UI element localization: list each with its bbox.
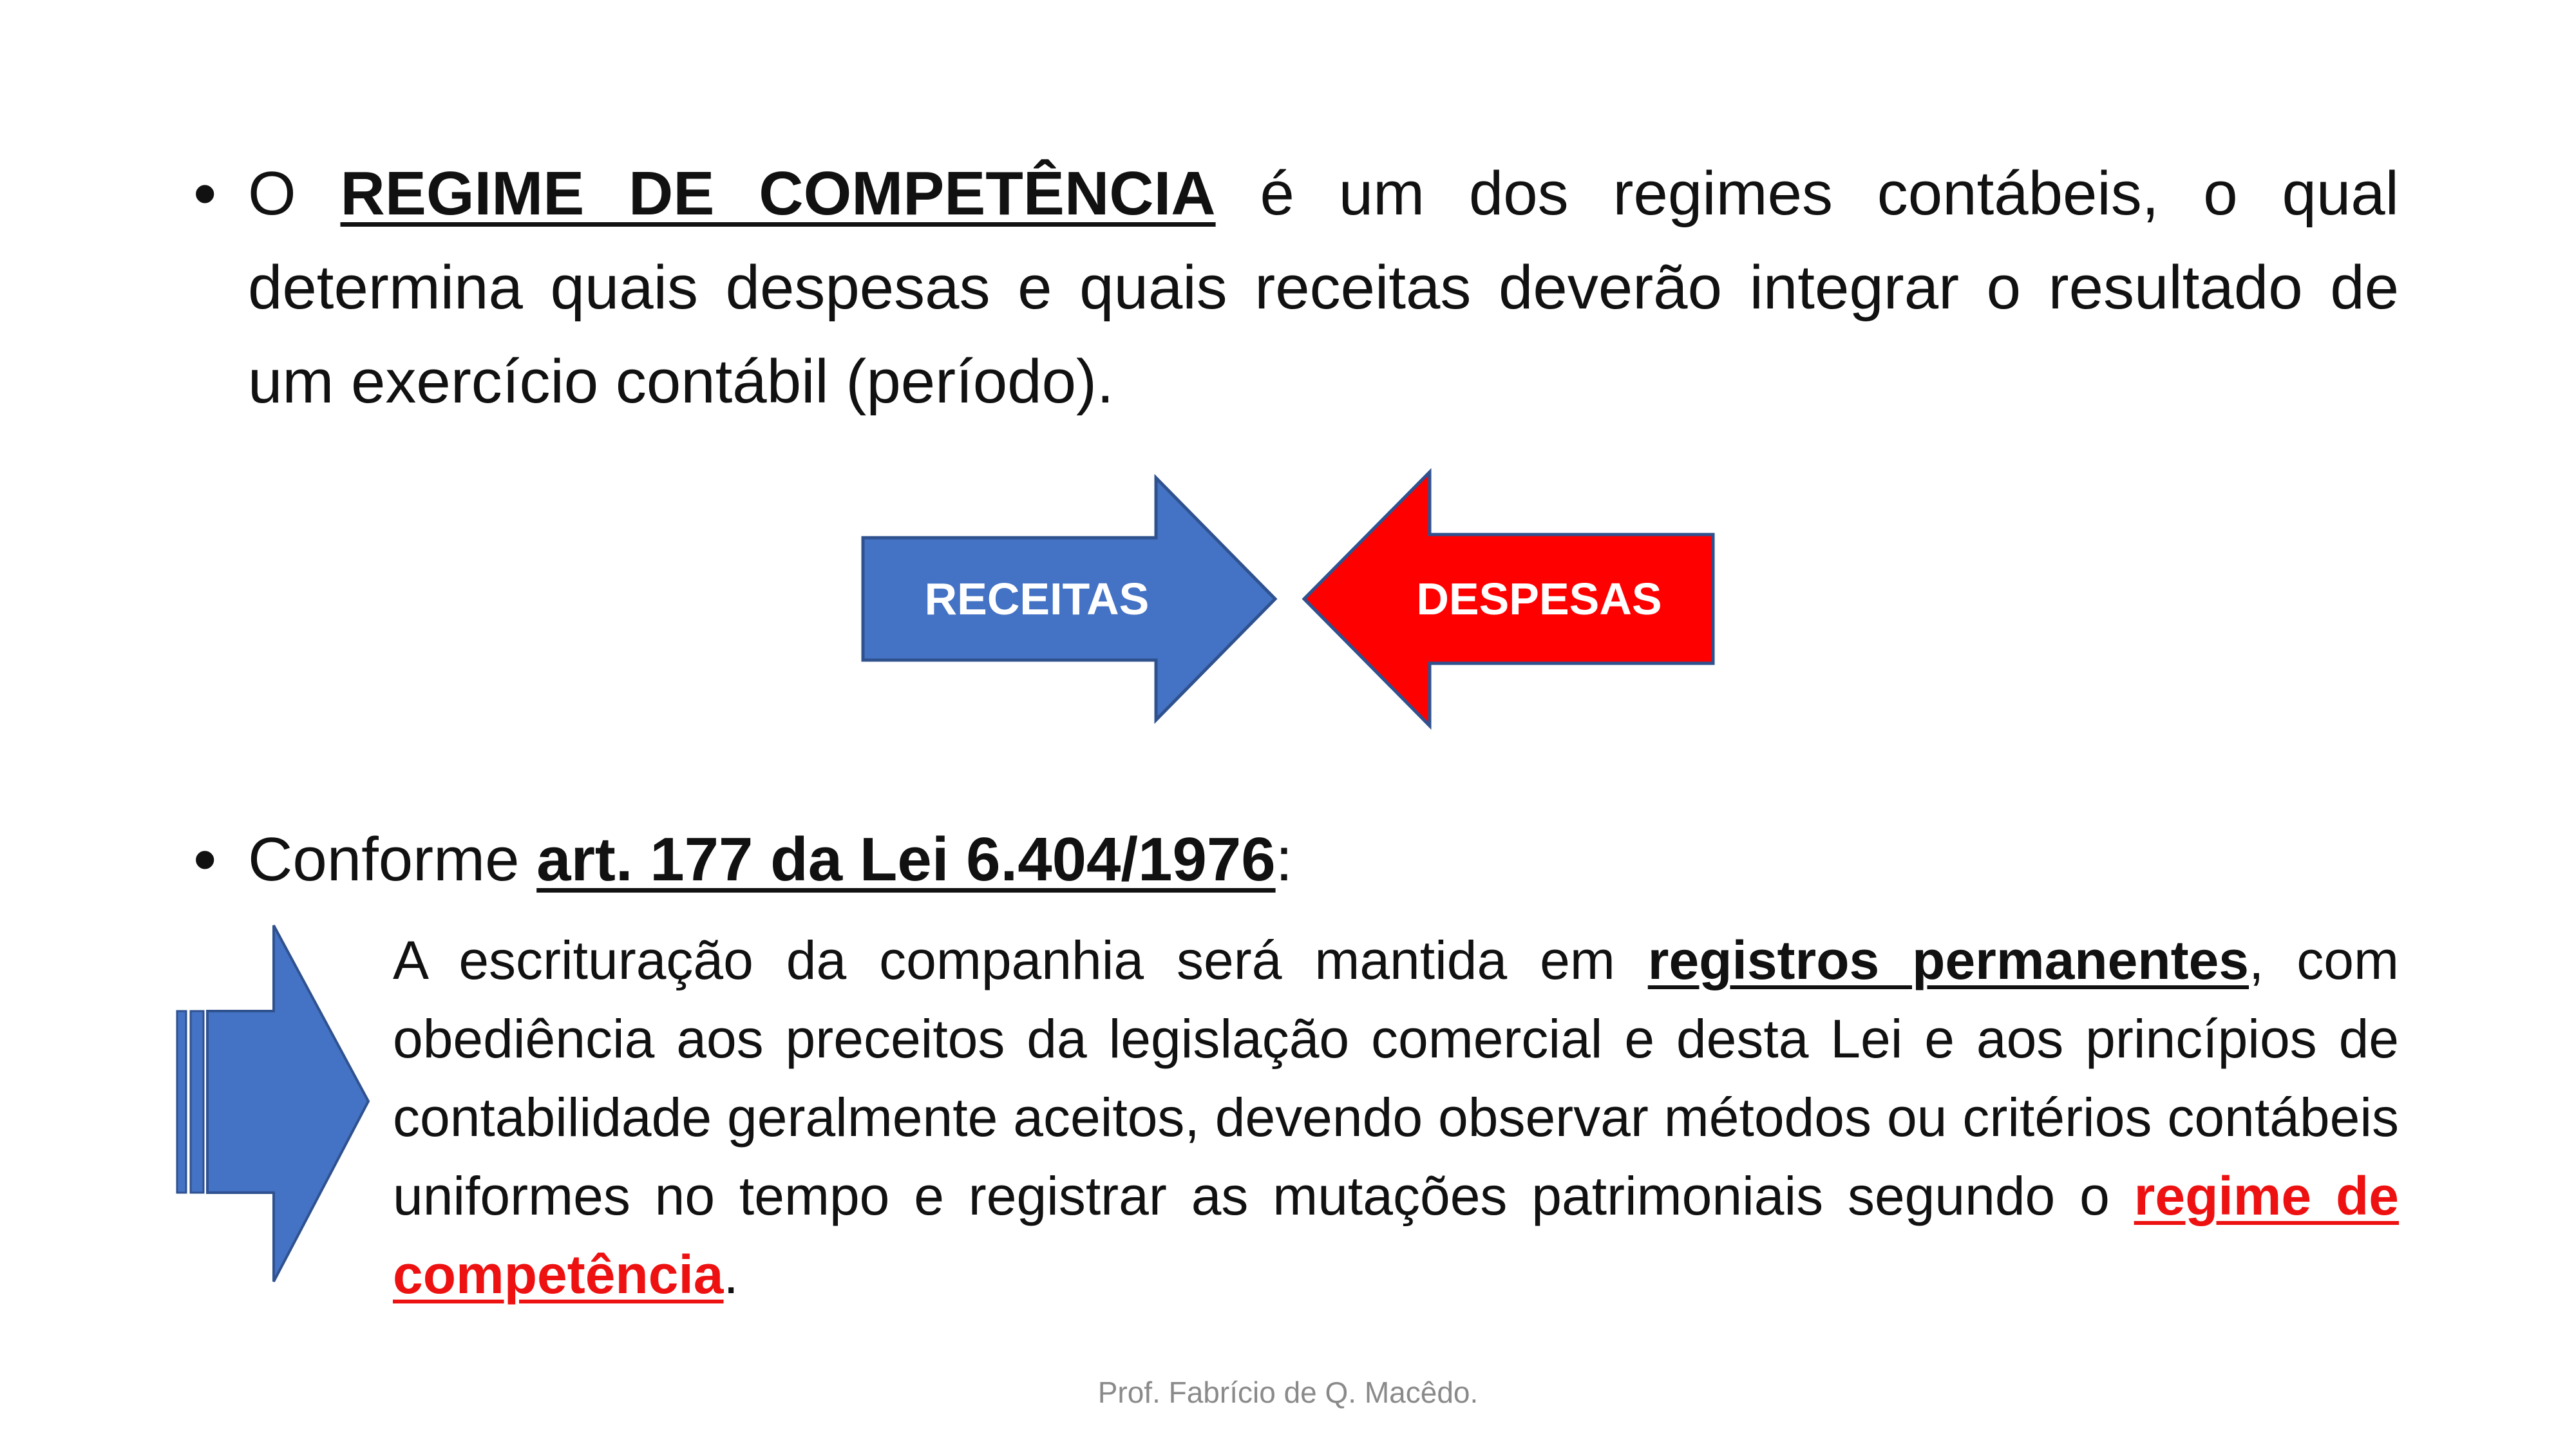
quote-arrow-stripe-2: [191, 1011, 204, 1193]
quote-arrow-stripe-1: [177, 1011, 186, 1193]
registros-permanentes-term: registros permanentes: [1647, 930, 2249, 990]
despesas-label: DESPESAS: [1416, 574, 1662, 624]
law-prefix: Conforme: [248, 825, 520, 894]
definition-suffix: é um dos regimes contábeis, o qual determina quais despesas e quais receitas deverão integrar o resultado de um exercício contábil (período).: [248, 159, 2400, 416]
law-paragraph: [248, 813, 2399, 907]
receitas-label: RECEITAS: [924, 574, 1150, 624]
regime-de-competencia-term: regime de competência: [393, 1166, 2399, 1305]
law-colon: :: [1275, 825, 1293, 894]
law-quote: [393, 921, 2399, 1314]
quote-part1: A escrituração da companhia será mantida em: [393, 930, 1615, 990]
bullet-dot-icon: •: [193, 156, 217, 231]
law-reference: art. 177 da Lei 6.404/1976: [536, 825, 1276, 894]
quote-arrow-icon: [207, 925, 368, 1282]
quote-end: .: [723, 1244, 739, 1305]
quote-part2: , com obediência aos preceitos da legislação comercial e desta Lei e aos princípios de contabilidade geralmente aceitos, devendo observar métodos ou critérios contábeis uniformes no tempo e registrar as mutações patrimoniais segundo o: [393, 930, 2399, 1226]
bullet-dot-icon: •: [193, 822, 217, 897]
footer-author: Prof. Fabrício de Q. Macêdo.: [1097, 1376, 1479, 1409]
definition-prefix: O: [248, 159, 296, 228]
regime-term: REGIME DE COMPETÊNCIA: [340, 159, 1216, 228]
